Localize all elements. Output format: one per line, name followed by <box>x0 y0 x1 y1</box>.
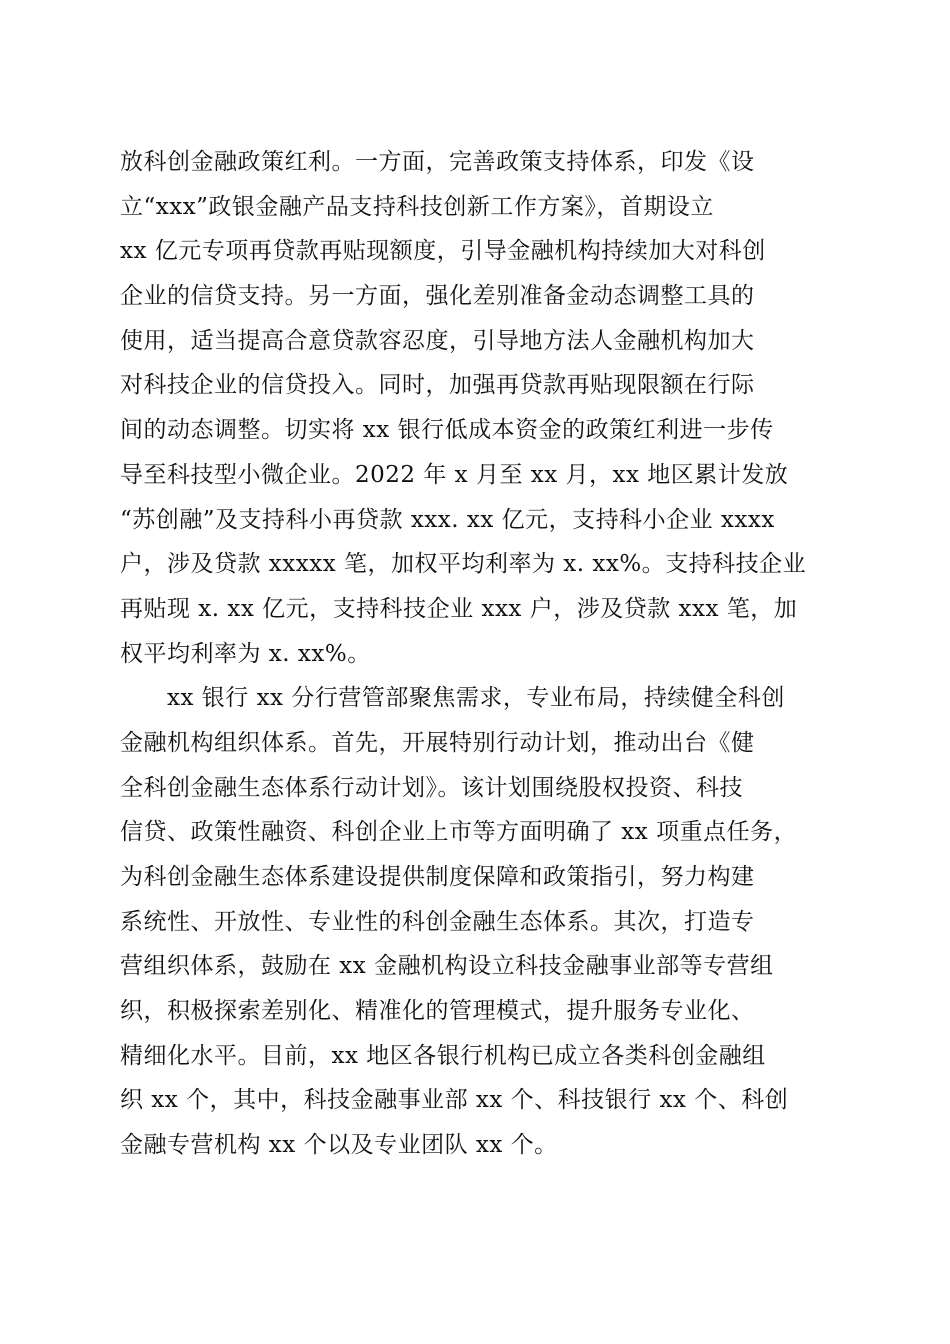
text-line: 金融专营机构 xx 个以及专业团队 xx 个。 <box>120 1132 558 1159</box>
text-line: 全科创金融生态体系行动计划》。该计划围绕股权投资、科技 <box>120 774 743 801</box>
text-line: 织 xx 个，其中，科技金融事业部 xx 个、科技银行 xx 个、科创 <box>120 1087 789 1114</box>
document-body <box>120 140 832 1168</box>
text-line: 权平均利率为 x. xx%。 <box>120 640 371 667</box>
text-line: 为科创金融生态体系建设提供制度保障和政策指引，努力构建 <box>120 864 755 890</box>
paragraph-2 <box>120 676 832 1168</box>
text-line: 企业的信贷支持。另一方面，强化差别准备金动态调整工具的 <box>120 283 755 310</box>
text-line: 金融机构组织体系。首先，开展特别行动计划，推动出台《健 <box>120 729 755 756</box>
text-line: 户，涉及贷款 xxxxx 笔，加权平均利率为 x. xx%。支持科技企业 <box>120 551 807 578</box>
text-line: 精细化水平。目前，xx 地区各银行机构已成立各类科创金融组 <box>120 1042 766 1069</box>
text-line: 立“xxx”政银金融产品支持科技创新工作方案》，首期设立 <box>120 193 714 220</box>
text-line: 系统性、开放性、专业性的科创金融生态体系。其次，打造专 <box>120 908 755 935</box>
text-line: “苏创融”及支持科小再贷款 xxx. xx 亿元，支持科小企业 xxxx <box>120 506 775 533</box>
paragraph-1 <box>120 140 832 676</box>
text-line: xx 银行 xx 分行营管部聚焦需求，专业布局，持续健全科创 <box>120 685 785 712</box>
text-line: 导至科技型小微企业。2022 年 x 月至 xx 月，xx 地区累计发放 <box>120 461 789 488</box>
text-line: 使用，适当提高合意贷款容忍度，引导地方法人金融机构加大 <box>120 327 755 354</box>
text-line: 信贷、政策性融资、科创企业上市等方面明确了 xx 项重点任务， <box>120 819 798 846</box>
text-line: 织，积极探索差别化、精准化的管理模式，提升服务专业化、 <box>120 998 755 1025</box>
text-line: 营组织体系，鼓励在 xx 金融机构设立科技金融事业部等专营组 <box>120 953 774 980</box>
text-line: 再贴现 x. xx 亿元，支持科技企业 xxx 户，涉及贷款 xxx 笔，加 <box>120 595 798 622</box>
text-line: xx 亿元专项再贷款再贴现额度，引导金融机构持续加大对科创 <box>120 238 766 265</box>
text-line: 放科创金融政策红利。一方面，完善政策支持体系，印发《设 <box>120 149 755 175</box>
text-line: 对科技企业的信贷投入。同时，加强再贷款再贴现限额在行际 <box>120 372 755 399</box>
text-line: 间的动态调整。切实将 xx 银行低成本资金的政策红利进一步传 <box>120 417 774 444</box>
